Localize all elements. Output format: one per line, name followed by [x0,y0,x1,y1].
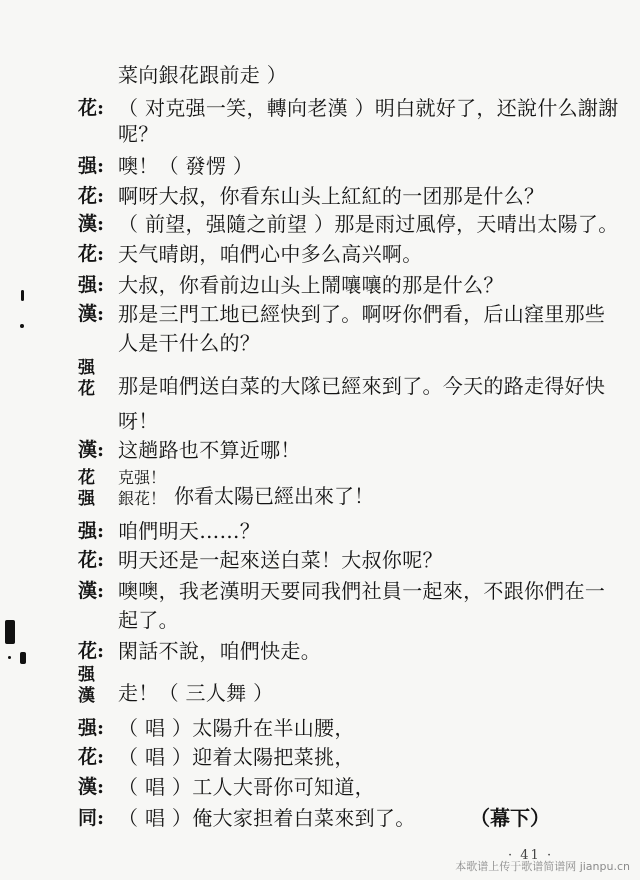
dialogue-line [0,358,640,399]
line-text: （ 唱 ）迎着太陽把菜挑， [118,745,355,769]
addressee-stack [118,467,166,509]
speaker-label: 漢: [78,580,105,602]
addressee-text: 克强！ [118,468,167,487]
scan-mark [20,324,24,328]
speaker-label: 漢: [78,303,105,325]
dialogue-line [0,236,640,266]
dialogue-line [0,710,640,740]
joint-speaker-label [78,358,100,400]
dialogue-line [0,513,640,543]
dialogue-line-continuation [0,325,640,355]
page-number: · 41 · [508,848,554,863]
speaker-label: 漢: [78,439,105,461]
joint-speaker-label [78,468,100,510]
dialogue-line [0,800,640,830]
speaker-label: 漢: [78,213,105,235]
line-text: （ 唱 ）太陽升在半山腰， [118,716,355,740]
dialogue-line [0,178,640,208]
line-text: 起了。 [118,608,179,632]
dialogue-line-continuation [0,602,640,632]
dialogue-line [0,542,640,572]
line-text: 人是干什么的？ [118,331,261,355]
speaker-label: 强: [78,274,105,296]
addressee-text: 銀花！ [118,489,167,508]
speaker-label: 同: [78,807,105,829]
speaker-label: 花: [78,243,105,265]
line-text: 那是三門工地已經快到了。啊呀你們看，后山窪里那些 [118,302,606,326]
dialogue-line [0,769,640,799]
scan-mark [20,652,26,664]
speaker-label: 花 [78,379,95,399]
speaker-label: 强 [78,489,95,509]
speaker-label: 花: [78,549,105,571]
speaker-label: 强 [78,665,95,685]
line-text: 走！（ 三人舞 ） [118,681,274,705]
line-text: 明天还是一起來送白菜！大叔你呢？ [118,548,443,572]
dialogue-line-continuation [0,57,640,87]
line-text: （ 唱 ）工人大哥你可知道， [118,775,375,799]
dialogue-line [0,432,640,462]
speaker-label: 漢 [78,686,95,706]
line-text: 菜向銀花跟前走 ） [118,63,288,87]
line-text: 这趟路也不算近哪！ [118,438,301,462]
speaker-label: 花: [78,97,105,119]
dialogue-line [0,296,640,326]
line-text: 呢？ [118,122,159,146]
speaker-label: 漢: [78,776,105,798]
dialogue-line [0,573,640,603]
line-text: （ 前望，强隨之前望 ）那是雨过風停，天晴出太陽了。 [118,212,619,236]
dialogue-line [0,206,640,236]
stage-direction-curtain: （幕下） [470,806,550,830]
line-text: 啊呀大叔，你看东山头上紅紅的一团那是什么？ [118,184,545,208]
line-text: 你看太陽已經出來了！ [174,484,374,508]
dialogue-line [0,739,640,769]
dialogue-line [0,468,640,509]
dialogue-line [0,665,640,706]
scan-mark [8,656,11,659]
line-text: （ 对克强一笑，轉向老漢 ）明白就好了，还說什么謝謝 [118,96,619,120]
line-text: （ 唱 ）俺大家担着白菜來到了。 [118,806,416,830]
line-text: 大叔，你看前边山头上鬧嚷嚷的那是什么？ [118,273,504,297]
speaker-label: 花: [78,185,105,207]
speaker-label: 强: [78,717,105,739]
scan-mark [5,620,15,644]
line-text: 噢！（ 發愣 ） [118,154,254,178]
dialogue-line-continuation [0,403,640,433]
joint-speaker-label [78,665,100,707]
scan-mark [21,290,24,301]
line-text: 那是咱們送白菜的大隊已經來到了。今天的路走得好快 [118,374,606,398]
speaker-label: 强: [78,520,105,542]
dialogue-line [0,633,640,663]
speaker-label: 花: [78,746,105,768]
line-text: 閑話不說，咱們快走。 [118,639,321,663]
watermark: 本歌谱上传于歌谱简谱网 jianpu.cn [455,860,630,873]
speaker-label: 强: [78,155,105,177]
line-text: 噢噢，我老漢明天要同我們社員一起來，不跟你們在一 [118,579,606,603]
line-text: 天气晴朗，咱們心中多么高兴啊。 [118,242,423,266]
speaker-label: 花 [78,468,95,488]
dialogue-line [0,148,640,178]
line-text: 咱們明天……？ [118,519,261,543]
speaker-label: 花: [78,640,105,662]
dialogue-line [0,267,640,297]
dialogue-line-continuation [0,116,640,146]
line-text: 呀！ [118,409,159,433]
speaker-label: 强 [78,358,95,378]
